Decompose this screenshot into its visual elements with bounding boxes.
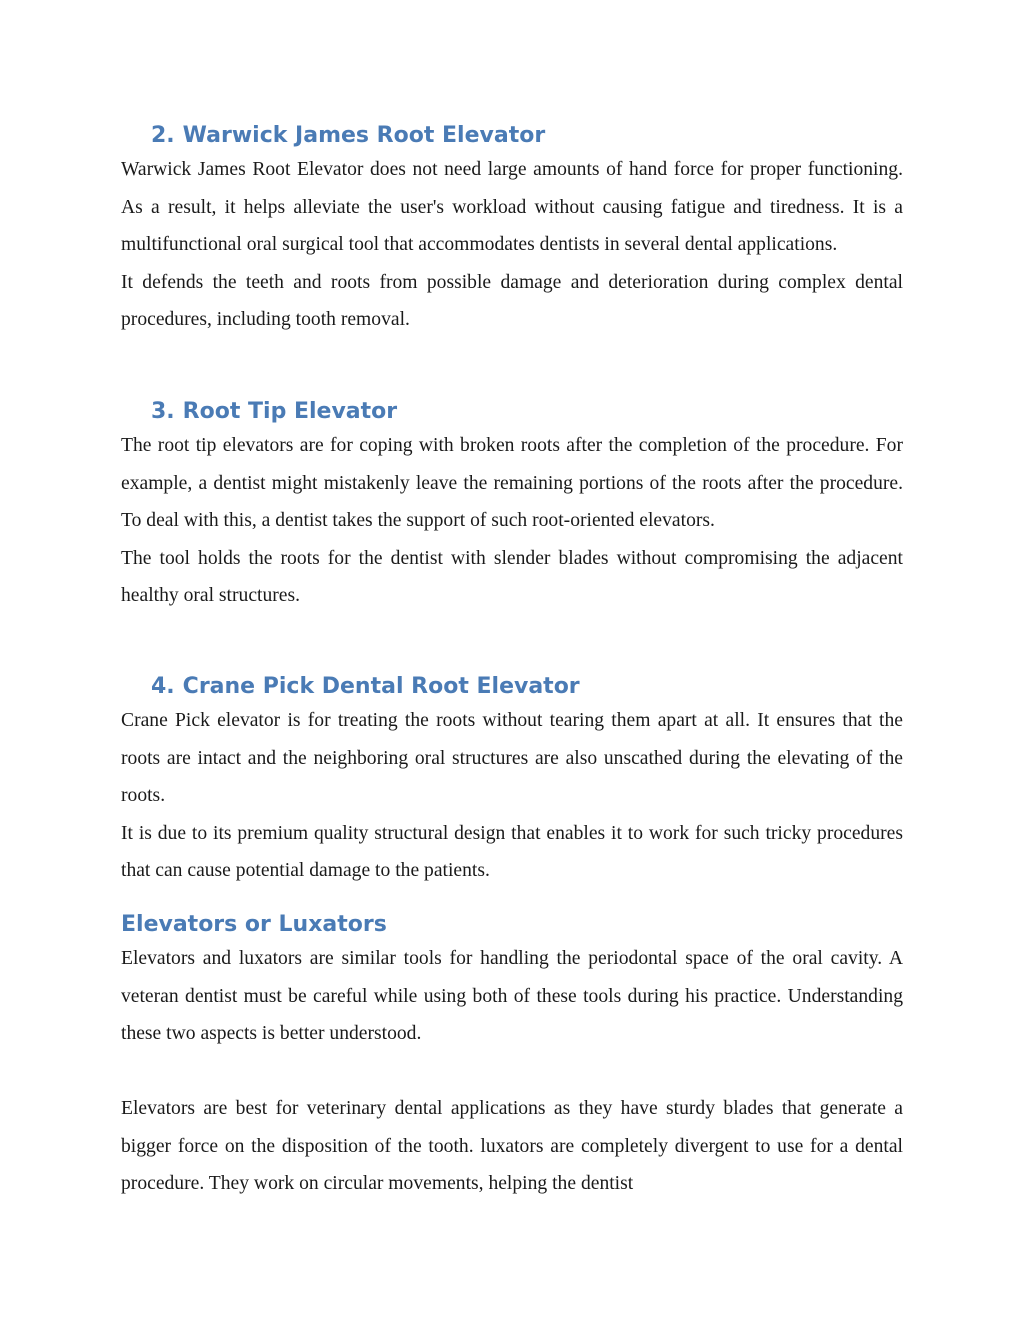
section-number: 3. [151,399,175,424]
paragraph: Elevators and luxators are similar tools for handling the periodontal space of the oral cavity. A veteran dentist must be careful while using both of these tools during his practice. Understanding these two aspects is better understood. [121,948,903,1044]
section-heading [121,910,903,940]
paragraph: The root tip elevators are for coping with broken roots after the completion of the procedure. For example, a dentist might mistakenly leave the remaining portions of the roots after the procedure. To deal with this, a dentist takes the support of such root-oriented elevators. [121,435,903,531]
section-title: Crane Pick Dental Root Elevator [182,674,580,699]
paragraph: Elevators are best for veterinary dental applications as they have sturdy blades that generate a bigger force on the disposition of the tooth. luxators are completely divergent to use for a dental procedure. They work on circular movements, helping the dentist [121,1098,903,1194]
section-root-tip-elevator [121,397,903,615]
paragraph: Warwick James Root Elevator does not need large amounts of hand force for proper functioning. As a result, it helps alleviate the user's workload without causing fatigue and tiredness. It is a multifunctional oral surgical tool that accommodates dentists in several dental applications. [121,159,903,255]
paragraph: It is due to its premium quality structural design that enables it to work for such tricky procedures that can cause potential damage to the patients. [121,822,903,881]
section-warwick-james-root-elevator [121,121,903,339]
section-heading [151,397,903,427]
section-number: 4. [151,674,175,699]
section-title: Root Tip Elevator [182,399,398,424]
section-heading [151,121,903,151]
section-title: Warwick James Root Elevator [182,123,546,148]
section-number: 2. [151,123,175,148]
section-title: Elevators or Luxators [121,912,387,937]
section-heading [151,672,903,702]
paragraph: Crane Pick elevator is for treating the roots without tearing them apart at all. It ensures that the roots are intact and the neighboring oral structures are also unscathed during the elevating of the roots. [121,710,903,806]
paragraph: It defends the teeth and roots from possible damage and deterioration during complex dental procedures, including tooth removal. [121,271,903,330]
section-elevators-or-luxators [121,910,903,1203]
paragraph-spacer [121,1053,903,1091]
section-crane-pick-dental-root-elevator [121,672,903,890]
paragraph: The tool holds the roots for the dentist with slender blades without compromising the adjacent healthy oral structures. [121,547,903,606]
